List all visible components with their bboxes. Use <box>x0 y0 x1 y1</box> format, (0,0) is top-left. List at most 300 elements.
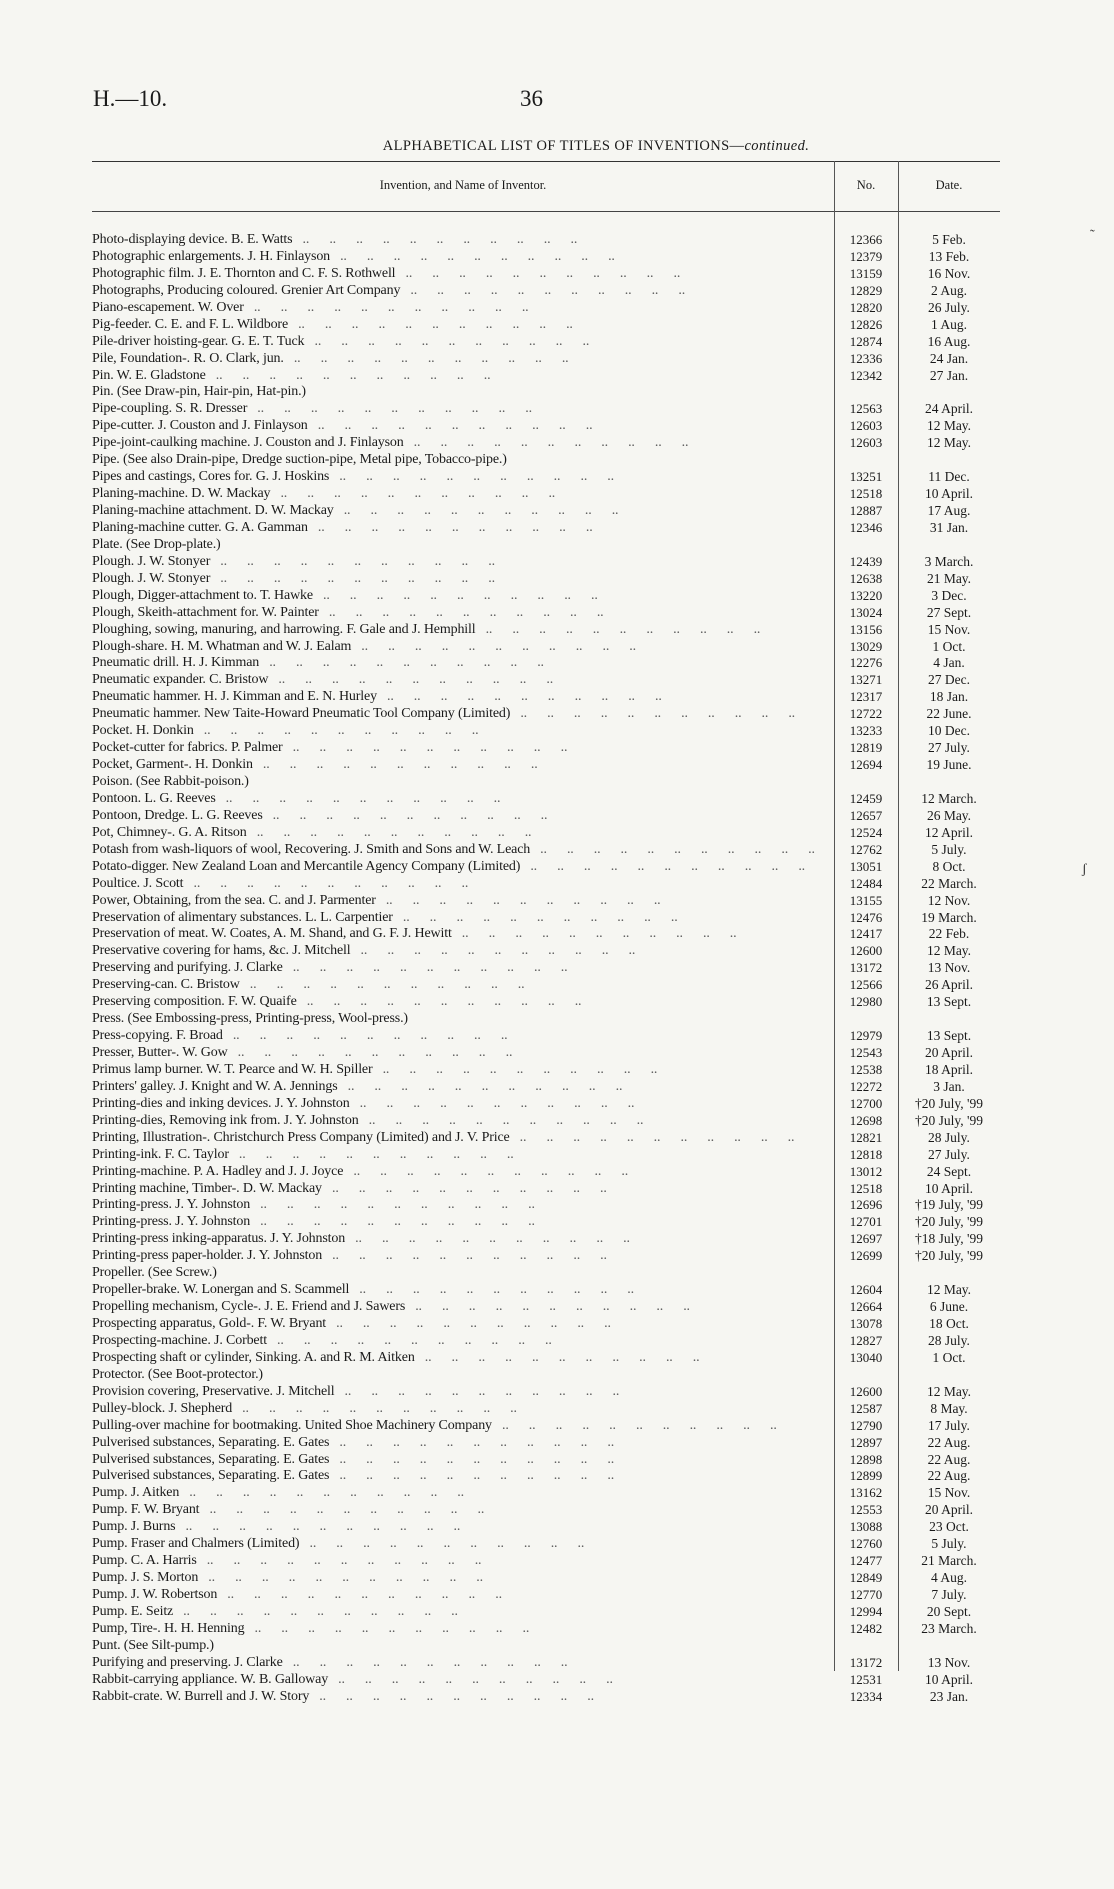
table-row <box>92 588 1000 605</box>
table-row <box>92 435 1000 452</box>
invention-title: Pulverised substances, Separating. E. Gates .. <box>92 1435 827 1452</box>
table-row <box>92 520 1000 537</box>
invention-title: Pocket, Garment-. H. Donkin .. <box>92 757 827 774</box>
table-row <box>92 537 1000 554</box>
patent-date: 18 Oct. <box>929 1316 969 1331</box>
patent-number: 12531 <box>849 1671 883 1687</box>
table-row <box>92 1587 1000 1604</box>
patent-number: 12849 <box>849 1570 883 1586</box>
invention-title: Purifying and preserving. J. Clarke .. <box>92 1655 827 1672</box>
table-row <box>92 859 1000 876</box>
page-number: 36 <box>520 86 543 111</box>
invention-title: Planing-machine attachment. D. W. Mackay .. <box>92 503 827 520</box>
patent-number: 12694 <box>849 757 883 773</box>
invention-title: Pulley-block. J. Shepherd .. <box>92 1401 827 1418</box>
patent-date: 12 April. <box>924 824 973 840</box>
invention-title: Pump. F. W. Bryant .. <box>92 1502 827 1519</box>
patent-number: 12538 <box>849 1061 883 1077</box>
invention-title: Pile, Foundation-. R. O. Clark, jun. .. <box>92 351 827 368</box>
invention-title: Propeller-brake. W. Lonergan and S. Scammell .. <box>92 1282 827 1299</box>
table-row <box>92 1062 1000 1079</box>
patent-date: 27 July. <box>928 1146 970 1162</box>
patent-date: 18 Jan. <box>929 689 969 705</box>
patent-date: 10 April. <box>924 1671 973 1687</box>
table-row <box>92 1519 1000 1536</box>
patent-number: 12603 <box>849 418 883 434</box>
table-row <box>92 1299 1000 1316</box>
invention-title: Pipe-joint-caulking machine. J. Couston and J. Finlayson .. <box>92 435 827 452</box>
patent-date: 10 April. <box>924 486 973 502</box>
table-row <box>92 1011 1000 1028</box>
table-row <box>92 791 1000 808</box>
patent-number: 12379 <box>849 248 883 264</box>
patent-number: 12346 <box>849 519 883 535</box>
patent-number: 12342 <box>849 367 883 383</box>
table-row <box>92 1096 1000 1113</box>
invention-title: Printing-ink. F. C. Taylor .. <box>92 1147 827 1164</box>
invention-title: Pneumatic drill. H. J. Kimman .. <box>92 655 827 672</box>
table-row <box>92 1130 1000 1147</box>
invention-title: Pocket-cutter for fabrics. P. Palmer .. <box>92 740 827 757</box>
header-top-rule <box>92 161 1000 162</box>
invention-title: Pulverised substances, Separating. E. Gates .. <box>92 1468 827 1485</box>
table-row <box>92 300 1000 317</box>
patent-date: †20 July, '99 <box>915 1214 983 1230</box>
table-row <box>92 1367 1000 1384</box>
margin-mark: ˜ <box>1090 228 1095 243</box>
table-row <box>92 1028 1000 1045</box>
patent-number: 12827 <box>849 1332 883 1348</box>
invention-title: Pontoon, Dredge. L. G. Reeves .. <box>92 808 827 825</box>
patent-number: 12664 <box>849 1299 883 1315</box>
patent-date: 13 Feb. <box>928 248 970 264</box>
invention-title: Pipe-cutter. J. Couston and J. Finlayson .. <box>92 418 827 435</box>
invention-title: Plate. (See Drop-plate.) <box>92 536 221 552</box>
patent-number: 13220 <box>849 587 883 603</box>
table-row <box>92 232 1000 249</box>
table-row <box>92 757 1000 774</box>
table-row <box>92 1113 1000 1130</box>
invention-title: Presser, Butter-. W. Gow .. <box>92 1045 827 1062</box>
invention-title: Pump. E. Seitz .. <box>92 1604 827 1621</box>
table-row <box>92 1468 1000 1485</box>
patent-number: 12484 <box>849 875 883 891</box>
invention-title: Prospecting-machine. J. Corbett .. <box>92 1333 827 1350</box>
patent-date: 22 Aug. <box>927 1434 971 1450</box>
patent-number: 12482 <box>849 1620 883 1636</box>
patent-date: 22 Aug. <box>927 1468 971 1484</box>
invention-title: Pot, Chimney-. G. A. Ritson .. <box>92 825 827 842</box>
patent-number: 12821 <box>849 1129 883 1145</box>
table-row <box>92 554 1000 571</box>
patent-number: 12600 <box>849 1383 883 1399</box>
invention-title: Pig-feeder. C. E. and F. L. Wildbore .. <box>92 317 827 334</box>
table-row <box>92 960 1000 977</box>
patent-number: 13155 <box>849 892 883 908</box>
patent-date: 12 May. <box>926 1383 972 1399</box>
table-row <box>92 1604 1000 1621</box>
column-header-date: Date. <box>935 178 963 192</box>
invention-title: Protector. (See Boot-protector.) <box>92 1366 263 1382</box>
patent-date: 10 Dec. <box>928 723 970 739</box>
invention-title: Pipes and castings, Cores for. G. J. Hoskins .. <box>92 469 827 486</box>
patent-date: †20 July, '99 <box>915 1095 983 1111</box>
table-row <box>92 1655 1000 1672</box>
table-row <box>92 351 1000 368</box>
invention-title: Printers' galley. J. Knight and W. A. Jennings .. <box>92 1079 827 1096</box>
invention-title: Pin. W. E. Gladstone .. <box>92 368 827 385</box>
invention-title: Plough, Digger-attachment to. T. Hawke .. <box>92 588 827 605</box>
patent-date: 17 July. <box>928 1417 970 1433</box>
patent-date: 5 July. <box>931 841 967 857</box>
patent-number: 13088 <box>849 1519 883 1535</box>
invention-title: Provision covering, Preservative. J. Mitchell .. <box>92 1384 827 1401</box>
table-row <box>92 1418 1000 1435</box>
inventions-list <box>92 232 1000 1706</box>
table-row <box>92 1197 1000 1214</box>
table-row <box>92 1214 1000 1231</box>
table-row <box>92 452 1000 469</box>
patent-date: 1 Oct. <box>932 638 966 654</box>
invention-title: Pump. J. Aitken .. <box>92 1485 827 1502</box>
invention-title: Pocket. H. Donkin .. <box>92 723 827 740</box>
invention-title: Rabbit-crate. W. Burrell and J. W. Story .. <box>92 1689 827 1706</box>
patent-number: 13029 <box>849 638 883 654</box>
patent-number: 13012 <box>849 1163 883 1179</box>
patent-number: 13172 <box>849 1654 883 1670</box>
invention-title: Planing-machine cutter. G. A. Gamman .. <box>92 520 827 537</box>
patent-number: 13172 <box>849 960 883 976</box>
patent-date: 13 Sept. <box>926 1028 972 1044</box>
patent-date: 8 May. <box>930 1400 968 1416</box>
patent-number: 12770 <box>849 1587 883 1602</box>
patent-date: 28 July. <box>928 1332 970 1348</box>
table-row <box>92 1181 1000 1198</box>
patent-date: †20 July, '99 <box>915 1112 983 1128</box>
patent-date: 27 Jan. <box>929 367 969 383</box>
table-row <box>92 1435 1000 1452</box>
table-row <box>92 876 1000 893</box>
table-row <box>92 368 1000 385</box>
table-row <box>92 1570 1000 1587</box>
table-row <box>92 723 1000 740</box>
invention-title: Photographic film. J. E. Thornton and C. F. S. Rothwell .. <box>92 266 827 283</box>
list-caption <box>0 138 1114 155</box>
invention-title: Potash from wash-liquors of wool, Recovering. J. Smith and Sons and W. Leach .. <box>92 842 827 859</box>
invention-title: Press. (See Embossing-press, Printing-press, Wool-press.) <box>92 1011 408 1027</box>
invention-title: Pipe-coupling. S. R. Dresser .. <box>92 401 827 418</box>
invention-title: Ploughing, sowing, manuring, and harrowing. F. Gale and J. Hemphill .. <box>92 622 827 639</box>
invention-title: Poison. (See Rabbit-poison.) <box>92 774 249 789</box>
patent-date: †18 July, '99 <box>915 1231 983 1247</box>
table-row <box>92 486 1000 503</box>
table-row <box>92 1265 1000 1282</box>
patent-date: †20 July, '99 <box>915 1248 983 1264</box>
table-row <box>92 401 1000 418</box>
patent-number: 13040 <box>849 1349 883 1365</box>
table-row <box>92 1384 1000 1401</box>
table-row <box>92 1502 1000 1519</box>
patent-date: 24 Sept. <box>926 1163 972 1179</box>
patent-date: †19 July, '99 <box>915 1197 983 1213</box>
invention-title: Planing-machine. D. W. Mackay .. <box>92 486 827 503</box>
patent-date: 31 Jan. <box>929 519 969 535</box>
patent-date: 12 Nov. <box>927 892 971 908</box>
patent-number: 13271 <box>849 672 883 688</box>
table-row <box>92 774 1000 791</box>
table-row <box>92 1282 1000 1299</box>
invention-title: Printing-machine. P. A. Hadley and J. J. Joyce .. <box>92 1164 827 1181</box>
table-row <box>92 622 1000 639</box>
table-row <box>92 1638 1000 1655</box>
patent-date: 13 Nov. <box>927 1654 971 1670</box>
patent-date: 12 March. <box>921 790 977 806</box>
patent-number: 12600 <box>849 943 883 959</box>
invention-title: Preservation of alimentary substances. L. L. Carpentier .. <box>92 910 827 927</box>
patent-number: 12899 <box>849 1468 883 1484</box>
invention-title: Propelling mechanism, Cycle-. J. E. Friend and J. Sawers .. <box>92 1299 827 1316</box>
table-row <box>92 994 1000 1011</box>
invention-title: Pneumatic hammer. New Taite-Howard Pneumatic Tool Company (Limited) .. <box>92 706 827 723</box>
patent-number: 13233 <box>849 723 883 739</box>
patent-number: 12898 <box>849 1451 883 1467</box>
table-row <box>92 808 1000 825</box>
invention-title: Press-copying. F. Broad .. <box>92 1028 827 1045</box>
invention-title: Pin. (See Draw-pin, Hair-pin, Hat-pin.) <box>92 384 306 400</box>
table-row <box>92 1536 1000 1553</box>
patent-date: 1 Aug. <box>930 316 967 332</box>
table-row <box>92 689 1000 706</box>
patent-date: 27 July. <box>928 740 970 756</box>
table-row <box>92 910 1000 927</box>
invention-title: Pile-driver hoisting-gear. G. E. T. Tuck .. <box>92 334 827 351</box>
patent-date: 12 May. <box>926 943 972 959</box>
invention-title: Power, Obtaining, from the sea. C. and J. Parmenter .. <box>92 893 827 910</box>
patent-date: 21 March. <box>921 1553 977 1569</box>
patent-number: 12334 <box>849 1688 883 1704</box>
table-row <box>92 1452 1000 1469</box>
invention-title: Preserving and purifying. J. Clarke .. <box>92 960 827 977</box>
patent-date: 2 Aug. <box>930 282 967 298</box>
table-row <box>92 249 1000 266</box>
table-row <box>92 893 1000 910</box>
patent-number: 12790 <box>849 1417 883 1433</box>
table-row <box>92 1316 1000 1333</box>
table-row <box>92 571 1000 588</box>
header-bottom-rule <box>92 211 1000 212</box>
patent-date: 1 Oct. <box>932 1349 966 1365</box>
caption-text: ALPHABETICAL LIST OF TITLES OF INVENTIONS— <box>382 138 745 154</box>
patent-number: 12819 <box>849 740 883 756</box>
patent-number: 12439 <box>849 553 883 569</box>
table-row <box>92 1079 1000 1096</box>
invention-title: Plough-share. H. M. Whatman and W. J. Ealam .. <box>92 639 827 656</box>
caption-continued: continued. <box>744 138 810 154</box>
patent-number: 12820 <box>849 299 883 315</box>
patent-number: 12336 <box>849 350 883 366</box>
patent-date: 22 Feb. <box>928 926 970 942</box>
patent-number: 12638 <box>849 570 883 586</box>
patent-date: 15 Nov. <box>927 1485 971 1501</box>
invention-title: Photographic enlargements. J. H. Finlayson .. <box>92 249 827 266</box>
table-row <box>92 1485 1000 1502</box>
patent-date: 12 May. <box>926 1282 972 1298</box>
patent-date: 26 April. <box>924 977 973 993</box>
table-row <box>92 469 1000 486</box>
patent-date: 7 July. <box>931 1587 967 1602</box>
patent-date: 18 April. <box>924 1061 973 1077</box>
margin-mark: ʃ <box>1082 862 1087 877</box>
patent-number: 12887 <box>849 503 883 518</box>
patent-number: 12553 <box>849 1502 883 1518</box>
patent-date: 15 Nov. <box>927 621 971 637</box>
patent-date: 5 July. <box>931 1536 967 1552</box>
column-header-no: No. <box>856 178 876 192</box>
patent-date: 16 Aug. <box>927 333 971 349</box>
patent-number: 12897 <box>849 1434 883 1450</box>
table-row <box>92 266 1000 283</box>
patent-date: 6 June. <box>929 1299 969 1315</box>
invention-title: Preservative covering for hams, &c. J. Mitchell .. <box>92 943 827 960</box>
patent-number: 12459 <box>849 790 883 806</box>
table-row <box>92 1248 1000 1265</box>
patent-date: 4 Jan. <box>933 655 965 671</box>
column-header-invention: Invention, and Name of Inventor. <box>379 178 547 192</box>
patent-number: 12874 <box>849 333 883 349</box>
patent-date: 8 Oct. <box>932 858 966 874</box>
patent-number: 12518 <box>849 486 883 502</box>
invention-title: Pulling-over machine for bootmaking. United Shoe Machinery Company .. <box>92 1418 827 1435</box>
patent-date: 23 Oct. <box>929 1519 969 1535</box>
patent-date: 20 April. <box>924 1502 973 1518</box>
patent-number: 12524 <box>849 824 883 840</box>
patent-number: 12272 <box>849 1078 883 1094</box>
invention-title: Pump. J. W. Robertson .. <box>92 1587 827 1604</box>
invention-title: Pneumatic hammer. H. J. Kimman and E. N. Hurley .. <box>92 689 827 706</box>
invention-title: Punt. (See Silt-pump.) <box>92 1637 214 1653</box>
patent-date: 12 May. <box>926 418 972 434</box>
table-row <box>92 418 1000 435</box>
table-row <box>92 1164 1000 1181</box>
invention-title: Printing-press. J. Y. Johnston .. <box>92 1214 827 1231</box>
patent-number: 12317 <box>849 689 883 705</box>
patent-number: 12477 <box>849 1553 883 1569</box>
table-row <box>92 1553 1000 1570</box>
invention-title: Plough. J. W. Stonyer .. <box>92 554 827 571</box>
table-row <box>92 1045 1000 1062</box>
patent-number: 12829 <box>849 282 883 298</box>
patent-number: 12698 <box>849 1112 883 1128</box>
patent-date: 23 March. <box>921 1620 977 1636</box>
invention-title: Pump. J. S. Morton .. <box>92 1570 827 1587</box>
patent-number: 12417 <box>849 926 883 942</box>
invention-title: Printing-press paper-holder. J. Y. Johnston .. <box>92 1248 827 1265</box>
patent-number: 13251 <box>849 469 883 485</box>
invention-title: Photographs, Producing coloured. Grenier Art Company .. <box>92 283 827 300</box>
patent-number: 12563 <box>849 401 883 417</box>
table-row <box>92 639 1000 656</box>
table-row <box>92 926 1000 943</box>
patent-number: 12994 <box>849 1603 883 1619</box>
patent-number: 12476 <box>849 909 883 925</box>
patent-date: 21 May. <box>926 570 972 586</box>
patent-date: 22 June. <box>926 706 972 722</box>
patent-number: 12701 <box>849 1214 883 1230</box>
patent-date: 19 March. <box>921 909 977 925</box>
table-row <box>92 503 1000 520</box>
patent-number: 12699 <box>849 1248 883 1264</box>
invention-title: Pneumatic expander. C. Bristow .. <box>92 672 827 689</box>
patent-date: 10 April. <box>924 1180 973 1196</box>
patent-number: 12826 <box>849 316 883 332</box>
invention-title: Pump. C. A. Harris .. <box>92 1553 827 1570</box>
patent-number: 12276 <box>849 655 883 671</box>
invention-title: Pump. J. Burns .. <box>92 1519 827 1536</box>
invention-title: Pump. Fraser and Chalmers (Limited) .. <box>92 1536 827 1553</box>
patent-date: 13 Sept. <box>926 994 972 1010</box>
patent-date: 28 July. <box>928 1129 970 1145</box>
patent-date: 13 Nov. <box>927 960 971 976</box>
table-row <box>92 1401 1000 1418</box>
invention-title: Preserving composition. F. W. Quaife .. <box>92 994 827 1011</box>
table-row <box>92 977 1000 994</box>
invention-title: Prospecting apparatus, Gold-. F. W. Bryant .. <box>92 1316 827 1333</box>
invention-title: Preservation of meat. W. Coates, A. M. Shand, and G. F. J. Hewitt .. <box>92 926 827 943</box>
patent-number: 12604 <box>849 1282 883 1298</box>
invention-title: Prospecting shaft or cylinder, Sinking. A. and R. M. Aitken .. <box>92 1350 827 1367</box>
invention-title: Printing-press inking-apparatus. J. Y. Johnston .. <box>92 1231 827 1248</box>
table-row <box>92 655 1000 672</box>
patent-date: 12 May. <box>926 435 972 451</box>
invention-title: Pontoon. L. G. Reeves .. <box>92 791 827 808</box>
invention-title: Printing, Illustration-. Christchurch Press Company (Limited) and J. V. Price .. <box>92 1130 827 1147</box>
patent-number: 13159 <box>849 265 883 281</box>
table-row <box>92 384 1000 401</box>
invention-title: Rabbit-carrying appliance. W. B. Galloway .. <box>92 1672 827 1689</box>
patent-date: 19 June. <box>926 757 972 773</box>
patent-date: 27 Dec. <box>928 672 970 688</box>
patent-number: 12587 <box>849 1400 883 1416</box>
invention-title: Printing-dies, Removing ink from. J. Y. Johnston .. <box>92 1113 827 1130</box>
patent-date: 24 April. <box>924 401 973 417</box>
patent-number: 12696 <box>849 1197 883 1213</box>
patent-date: 4 Aug. <box>930 1570 967 1586</box>
patent-number: 12603 <box>849 435 883 451</box>
patent-number: 13156 <box>849 621 883 637</box>
patent-number: 13051 <box>849 858 883 874</box>
patent-date: 26 July. <box>928 299 970 315</box>
invention-title: Pipe. (See also Drain-pipe, Dredge suction-pipe, Metal pipe, Tobacco-pipe.) <box>92 452 507 468</box>
table-row <box>92 605 1000 622</box>
patent-date: 27 Sept. <box>926 604 972 620</box>
table-row <box>92 825 1000 842</box>
patent-number: 12566 <box>849 977 883 993</box>
invention-title: Pump, Tire-. H. H. Henning .. <box>92 1621 827 1638</box>
patent-date: 23 Jan. <box>929 1688 969 1704</box>
patent-number: 12657 <box>849 807 883 823</box>
patent-date: 20 April. <box>924 1045 973 1060</box>
patent-date: 11 Dec. <box>928 469 970 485</box>
table-row <box>92 740 1000 757</box>
invention-title: Plough, Skeith-attachment for. W. Painter .. <box>92 605 827 622</box>
table-row <box>92 1689 1000 1706</box>
patent-number: 13078 <box>849 1316 883 1331</box>
patent-number: 12760 <box>849 1536 883 1552</box>
table-row <box>92 842 1000 859</box>
patent-number: 12697 <box>849 1231 883 1247</box>
patent-date: 24 Jan. <box>929 350 969 366</box>
table-row <box>92 1621 1000 1638</box>
